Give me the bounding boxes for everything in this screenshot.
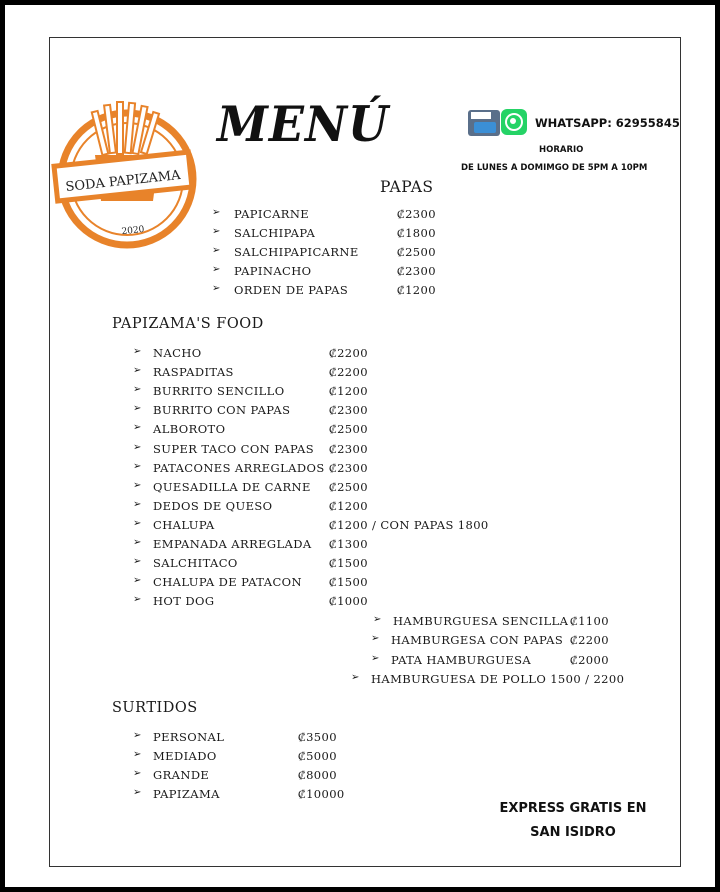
item-name: GRANDE [153,768,210,782]
bullet-arrow-icon: ➢ [133,479,142,491]
item-name: ORDEN DE PAPAS [234,283,349,297]
item-price: ₡2300 [397,207,436,221]
express-line-2: SAN ISIDRO [530,825,616,840]
item-price: ₡10000 [298,787,345,801]
item-name: HAMBURGUESA DE POLLO 1500 / 2200 [371,672,625,686]
soda-papizama-logo [49,97,199,257]
item-name: SUPER TACO CON PAPAS [153,441,315,456]
horario-text: DE LUNES A DOMIMGO DE 5PM A 10PM [461,163,648,173]
bullet-arrow-icon: ➢ [133,384,142,396]
item-name: BURRITO CON PAPAS [153,403,291,418]
item-name: HAMBURGUESA SENCILLA [393,614,569,628]
item-price: ₡1200 [397,283,436,297]
item-name: PATA HAMBURGUESA [391,653,532,667]
item-name: MEDIADO [153,749,217,763]
item-price: ₡5000 [298,749,337,763]
item-price: ₡2200 [329,346,368,360]
item-name: HOT DOG [153,594,215,609]
bullet-arrow-icon: ➢ [351,672,360,683]
item-name: QUESADILLA DE CARNE [153,479,311,494]
menu-page [5,5,715,887]
item-name: RASPADITAS [153,365,234,380]
bullet-arrow-icon: ➢ [133,517,142,529]
bullet-arrow-icon: ➢ [133,749,142,760]
item-name: PAPIZAMA [153,787,220,801]
bullet-arrow-icon: ➢ [133,594,142,606]
item-name: PATACONES ARREGLADOS [153,460,325,475]
item-price: ₡2000 [570,653,609,667]
item-price: ₡1100 [570,614,609,628]
bullet-arrow-icon: ➢ [133,787,142,798]
item-price: ₡2300 [397,264,436,278]
bullet-arrow-icon: ➢ [371,653,380,664]
item-price: ₡2500 [329,422,368,437]
item-price: ₡2300 [329,403,368,418]
bullet-arrow-icon: ➢ [133,365,142,377]
bullet-arrow-icon: ➢ [133,422,142,434]
item-price: ₡2500 [397,245,436,259]
item-name: DEDOS DE QUESO [153,498,273,513]
bullet-arrow-icon: ➢ [133,730,142,741]
item-price: ₡1300 [329,537,368,551]
surtidos-heading: SURTIDOS [112,700,198,716]
item-price: ₡1500 [329,556,368,571]
item-price: ₡2200 [329,365,368,380]
sinpe-movil-icon [468,110,500,136]
bullet-arrow-icon: ➢ [371,633,380,644]
bullet-arrow-icon: ➢ [373,614,382,625]
papas-heading: PAPAS [380,178,434,196]
item-price: ₡8000 [298,768,337,782]
food-heading: PAPIZAMA'S FOOD [112,316,264,332]
item-price: ₡1000 [329,594,368,609]
bullet-arrow-icon: ➢ [133,441,142,453]
menu-title: MENÚ [217,95,390,153]
bullet-arrow-icon: ➢ [212,207,221,218]
item-price: ₡2200 [570,633,609,647]
item-name: SALCHITACO [153,556,238,571]
item-price: ₡3500 [298,730,337,744]
bullet-arrow-icon: ➢ [133,346,142,357]
whatsapp-number: WHATSAPP: 62955845 [535,116,680,130]
item-price: ₡1500 [329,575,368,590]
bullet-arrow-icon: ➢ [133,403,142,415]
bullet-arrow-icon: ➢ [212,245,221,256]
express-line-1: EXPRESS GRATIS EN [499,801,647,816]
bullet-arrow-icon: ➢ [133,498,142,510]
item-name: PAPICARNE [234,207,310,221]
item-name: CHALUPA DE PATACON [153,575,302,590]
bullet-arrow-icon: ➢ [133,768,142,779]
bullet-arrow-icon: ➢ [133,460,142,472]
bullet-arrow-icon: ➢ [133,556,142,568]
item-name: BURRITO SENCILLO [153,384,285,399]
item-price: ₡2300 [329,441,368,456]
item-name: CHALUPA [153,517,215,532]
item-name: ALBOROTO [153,422,226,437]
bullet-arrow-icon: ➢ [212,283,221,294]
horario-label: HORARIO [539,145,584,155]
item-name: SALCHIPAPA [234,226,316,240]
item-price: ₡2500 [329,479,368,494]
item-name: SALCHIPAPICARNE [234,245,359,259]
item-name: PAPINACHO [234,264,312,278]
item-price: ₡1200 [329,384,368,399]
item-price: ₡2300 [329,460,368,475]
whatsapp-icon [501,109,527,135]
bullet-arrow-icon: ➢ [133,575,142,587]
item-price: ₡1800 [397,226,436,240]
logo-banner-text: SODA PAPIZAMA [64,168,182,195]
bullet-arrow-icon: ➢ [212,264,221,275]
item-price: ₡1200 [329,498,368,513]
item-name: HAMBURGESA CON PAPAS [391,633,564,647]
logo-year-text: 2020 [121,224,145,238]
bullet-arrow-icon: ➢ [212,226,221,237]
item-name: NACHO [153,346,202,360]
item-name: PERSONAL [153,730,225,744]
item-name: EMPANADA ARREGLADA [153,537,312,551]
bullet-arrow-icon: ➢ [133,537,142,548]
item-price: ₡1200 / CON PAPAS 1800 [329,517,489,532]
